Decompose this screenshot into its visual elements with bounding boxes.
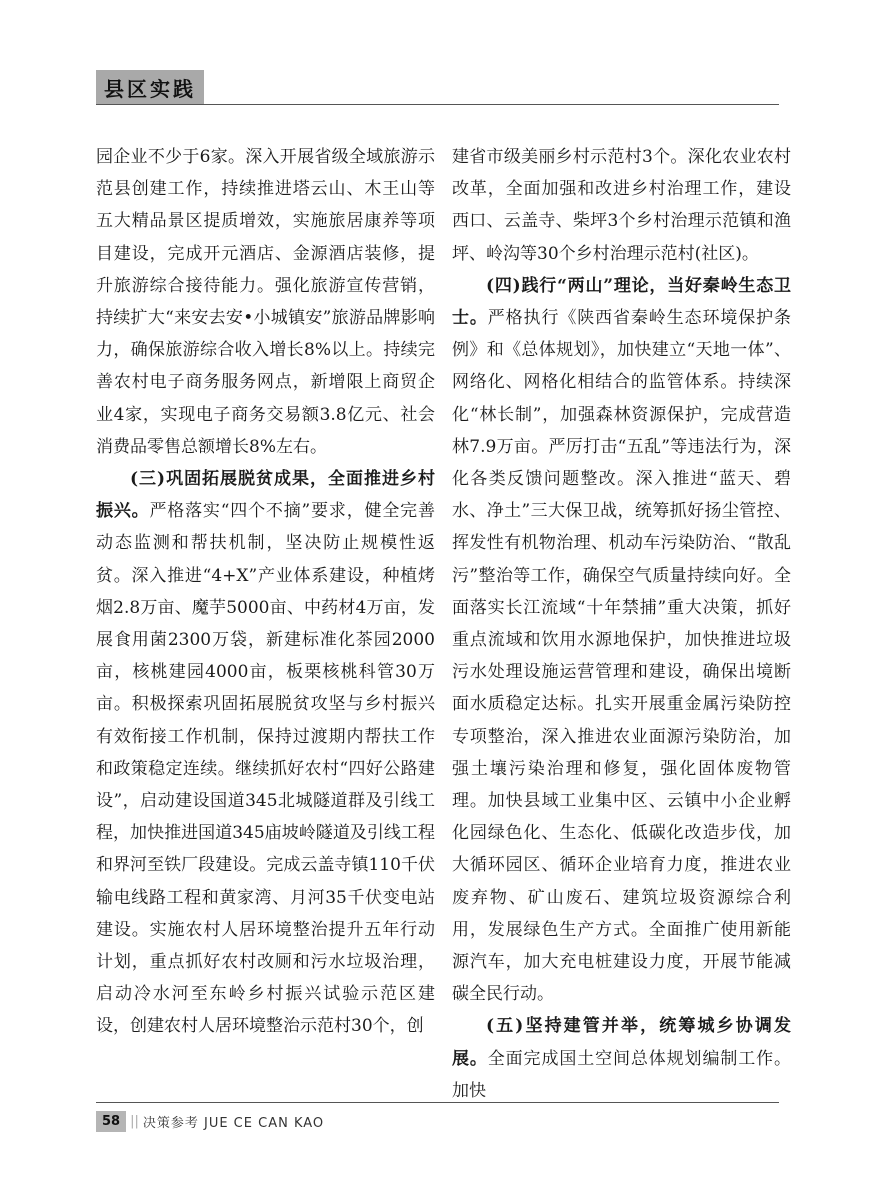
section-title: 县区实践 [96,70,204,104]
section-heading: (五)坚持建管并举，统筹城乡协调发展。 [452,1016,791,1069]
paragraph-body: 全面完成国土空间总体规划编制工作。加快 [452,1048,792,1101]
paragraph [452,1010,791,1107]
section-heading: (四)践行“两山”理论，当好秦岭生态卫士。 [452,275,791,329]
paragraph [96,463,435,1043]
paragraph: 建省市级美丽乡村示范村3个。深化农业农村改革，全面加强和改进乡村治理工作，建设西口、云盖寺、柴坪3个乡村治理示范镇和渔坪、岭沟等30个乡村治理示范村(社区)。 [452,147,791,264]
page-number: 58 [96,1111,126,1132]
separator-bars: || [130,1113,139,1129]
journal-name: 决策参考 JUE CE CAN KAO [142,1115,325,1131]
right-column [452,141,791,1107]
paragraph-body: 严格落实“四个不摘”要求，健全完善动态监测和帮扶机制，坚决防止规模性返贫。深入推进“4+X”产业体系建设，种植烤烟2.8万亩、魔芋5000亩、中药材4万亩，发展食用菌2300万袋，新建标准化茶园2000亩，核桃建园4000亩，板栗核桃科管30万亩。积极探索巩固拓展脱贫攻坚与乡村振兴有效衔接工作机制，保持过渡期内帮扶工作和政策稳定连续。继续抓好农村“四好公路建设”，启动建设国道345北城隧道群及引线工程，加快推进国道345庙坡岭隧道及引线工程和界河至铁厂段建设。完成云盖寺镇110千伏输电线路工程和黄家湾、月河35千伏变电站建设。实施农村人居环境整治提升五年行动计划，重点抓好农村改厕和污水垃圾治理，启动冷水河至东岭乡村振兴试验示范区建设，创建农村人居环境整治示范村30个，创 [96,501,435,1037]
footer-divider [96,1102,779,1103]
paragraph-body: 严格执行《陕西省秦岭生态环境保护条例》和《总体规划》，加快建立“天地一体”、网络化、网格化相结合的监管体系。持续深化“林长制”，加强森林资源保护，完成营造林7.9万亩。严厉打击“五乱”等违法行为，深化各类反馈问题整改。深入推进“蓝天、碧水、净土”三大保卫战，统筹抓好扬尘管控、挥发性有机物治理、机动车污染防治、“散乱污”整治等工作，确保空气质量持续向好。全面落实长江流域“十年禁捕”重大决策，抓好重点流域和饮用水源地保护，加快推进垃圾污水处理设施运营管理和建设，确保出境断面水质稳定达标。扎实开展重金属污染防控专项整治，深入推进农业面源污染防治，加强土壤污染治理和修复，强化固体废物管理。加快县域工业集中区、云镇中小企业孵化园绿色化、生态化、低碳化改造步伐，加大循环园区、循环企业培育力度，推进农业废弃物、矿山废石、建筑垃圾资源综合利用，发展绿色生产方式。全面推广使用新能源汽车，加大充电桩建设力度，开展节能减碳全民行动。 [452,308,792,1005]
header-divider [96,104,779,105]
paragraph [452,270,791,1011]
left-column [96,141,435,1043]
section-heading: (三)巩固拓展脱贫成果，全面推进乡村振兴。 [96,469,435,522]
footer [96,1107,324,1135]
paragraph: 园企业不少于6家。深入开展省级全域旅游示范县创建工作，持续推进塔云山、木王山等五大精品景区提质增效，实施旅居康养等项目建设，完成开元酒店、金源酒店装修，提升旅游综合接待能力。强化旅游宣传营销，持续扩大“来安去安•小城镇安”旅游品牌影响力，确保旅游综合收入增长8%以上。持续完善农村电子商务服务网点，新增限上商贸企业4家，实现电子商务交易额3.8亿元、社会消费品零售总额增长8%左右。 [96,147,435,457]
